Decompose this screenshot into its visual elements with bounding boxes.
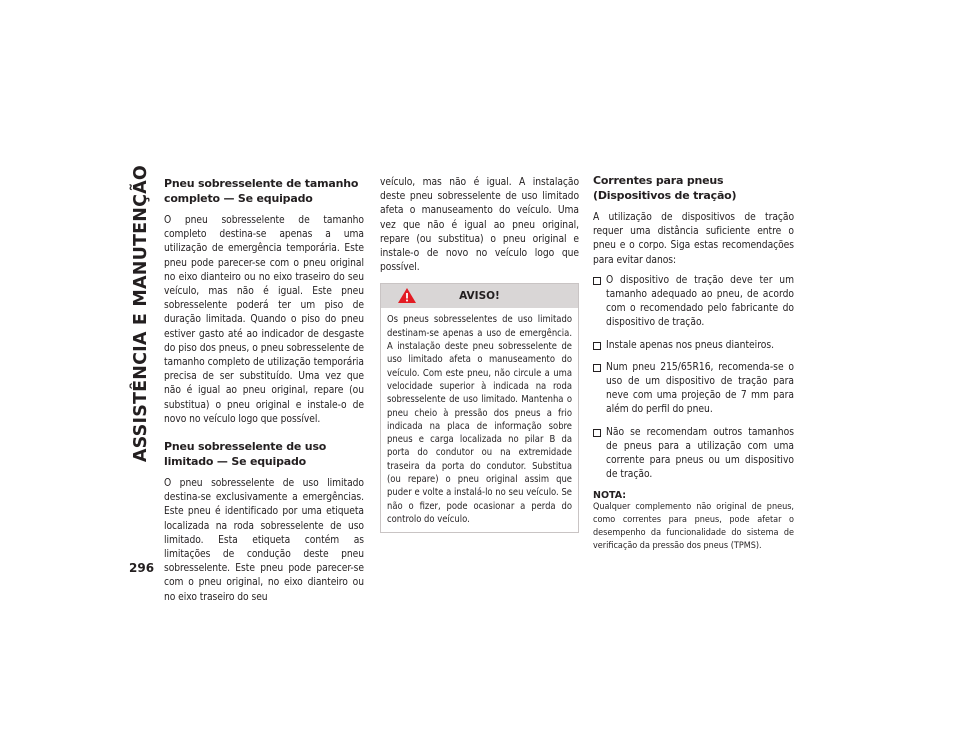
checkbox-bullet-icon	[593, 429, 601, 437]
note-text: Qualquer complemento não original de pneus, como correntes para pneus, pode afetar o desempenho da funcionalidade do sistema de verificação da pressão dos pneus (TPMS).	[593, 502, 794, 551]
chains-bullet-list	[593, 274, 794, 483]
heading-tire-chains: Correntes para pneus (Dispositivos de tração)	[593, 174, 737, 202]
checkbox-bullet-icon	[593, 277, 601, 285]
warning-title: AVISO!	[459, 290, 500, 303]
list-item: Instale apenas nos pneus dianteiros.	[593, 339, 794, 353]
warning-text: Os pneus sobresselentes de uso limitado destinam-se apenas a uso de emergência. A instalação deste pneu sobresselente de uso limitado afeta o manuseamento do veículo. Com este pneu, não circule a uma velocidade superior à indicada na roda sobresselente de uso limitado. Mantenha o pneu cheio à pressão dos pneus a frio indicada na placa de informação sobre pneus e carga localizada no pilar B da porta do condutor ou na extremidade traseira da porta do condutor. Substitua (ou repare) o pneu original assim que puder e volte a instalá-lo no seu veículo. Se não o fizer, pode ocasionar a perda do controlo do veículo.	[387, 314, 572, 525]
heading-full-size-spare: Pneu sobresselente de tamanho completo — Se equipado	[164, 177, 359, 205]
paragraph-continued: veículo, mas não é igual. A instalação deste pneu sobresselente de uso limitado afeta o manuseamento do veículo. Uma vez que não é igual ao pneu original, repare (ou substitua) o pneu original e instale-o de novo no veículo logo que possível.	[380, 177, 579, 274]
column-right	[593, 173, 794, 553]
column-middle	[380, 176, 579, 533]
page-number: 296	[129, 561, 155, 575]
warning-header	[381, 284, 578, 308]
paragraph-chains-intro: A utilização de dispositivos de tração requer uma distância suficiente entre o pneu e o corpo. Siga estas recomendações para evitar danos:	[593, 212, 794, 266]
section-title: ASSISTÊNCIA E MANUTENÇÃO	[131, 165, 151, 463]
heading-limited-use-spare: Pneu sobresselente de uso limitado — Se equipado	[164, 440, 327, 469]
section-sidebar	[126, 165, 156, 575]
note-label: NOTA:	[593, 490, 627, 502]
warning-triangle-icon	[397, 287, 417, 304]
paragraph-limited-use-spare: O pneu sobresselente de uso limitado destina-se exclusivamente a emergências. Este pneu é identificado por uma etiqueta localizada na roda sobresselente de uso limitado. Esta etiqueta contém as limitações de condução deste pneu sobresselente. Este pneu pode parecer-se com o pneu original, no eixo dianteiro ou no eixo traseiro do seu	[164, 478, 364, 603]
list-item: O dispositivo de tração deve ter um tamanho adequado ao pneu, de acordo com o recomendado pelo fabricante do dispositivo de tração.	[593, 274, 794, 331]
checkbox-bullet-icon	[593, 364, 601, 372]
list-item: Num pneu 215/65R16, recomenda-se o uso de um dispositivo de tração para neve com uma projeção de 7 mm para além do perfil do pneu.	[593, 361, 794, 418]
list-item: Não se recomendam outros tamanhos de pneus para a utilização com uma corrente para pneus ou um dispositivo de tração.	[593, 426, 794, 483]
column-left	[164, 176, 364, 605]
paragraph-full-size-spare: O pneu sobresselente de tamanho completo destina-se apenas a uma utilização de emergência temporária. Este pneu pode parecer-se com o pneu original no eixo dianteiro ou no eixo traseiro do seu veículo, mas não é igual. Este pneu sobresselente poderá ter um piso de duração limitada. Quando o piso do pneu estiver gasto até ao indicador de desgaste do piso dos pneus, o pneu sobresselente de tamanho completo de utilização temporária precisa de ser substituído. Uma vez que não é igual ao pneu original, repare (ou substitua) o pneu original e instale-o de novo no veículo logo que possível.	[164, 215, 364, 425]
warning-box	[380, 283, 579, 533]
checkbox-bullet-icon	[593, 342, 601, 350]
